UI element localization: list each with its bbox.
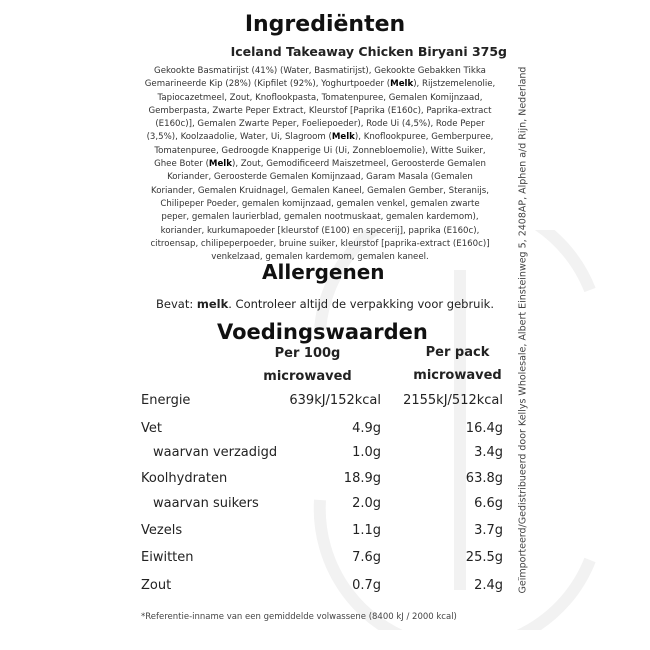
contains-suffix: . Controleer altijd de verpakking voor gebruik. [228, 297, 494, 311]
ingredients-line [125, 185, 515, 198]
ingredients-line [125, 198, 515, 211]
nutrition-row [141, 496, 503, 516]
nutrition-row [141, 578, 503, 598]
allergens-text [0, 297, 650, 311]
nutrition-row [141, 471, 503, 491]
nutrition-row [141, 393, 503, 413]
col2-line1: Per pack [425, 345, 490, 360]
ingredients-line [125, 105, 515, 118]
allergen-highlight: Melk [331, 132, 355, 143]
ingredients-line [125, 118, 515, 131]
nutrient-label: Zout [141, 578, 172, 593]
ingredients-segment: Chilipeper Poeder, gemalen komijnzaad, gemalen venkel, gemalen zwarte [160, 198, 480, 209]
col2-line2: microwaved [413, 368, 502, 383]
nutrient-label: Energie [141, 393, 191, 408]
ingredients-line [125, 131, 515, 144]
allergen-highlight: Melk [390, 79, 414, 90]
nutrient-label: Vet [141, 421, 162, 436]
ingredients-segment: ), Rijstzemelenolie, [413, 79, 496, 90]
value-per-pack: 6.6g [474, 496, 503, 511]
ingredients-line [125, 171, 515, 184]
ingredients-segment: Ghee Boter ( [154, 159, 209, 170]
ingredients-segment: peper, gemalen laurierblad, gemalen nootmuskaat, gemalen kardemom), [161, 212, 479, 223]
ingredients-segment: Gemberpasta, Zwarte Peper Extract, Kleurstof [Paprika (E160c), Paprika-extract [148, 105, 492, 116]
value-per-100g: 2.0g [352, 496, 381, 511]
value-per-100g: 1.1g [352, 523, 381, 538]
ingredients-segment: ), Knoflookpuree, Gemberpuree, [354, 132, 494, 143]
value-per-100g: 4.9g [352, 421, 381, 436]
value-per-pack: 2155kJ/512kcal [403, 393, 503, 408]
ingredients-title: Ingrediënten [244, 12, 406, 37]
value-per-100g: 18.9g [343, 471, 381, 486]
nutrition-row [141, 550, 503, 570]
value-per-100g: 639kJ/152kcal [289, 393, 381, 408]
ingredients-segment: Koriander, Geroosterde Gemalen Komijnzaad, Garam Masala (Gemalen [167, 172, 473, 183]
allergen-highlight: Melk [208, 159, 232, 170]
nutrition-title: Voedingswaarden [217, 320, 428, 344]
ingredients-segment: Koriander, Gemalen Kruidnagel, Gemalen Kaneel, Gemalen Gember, Steranijs, [151, 185, 489, 196]
value-per-pack: 3.7g [474, 523, 503, 538]
ingredients-text [125, 65, 515, 264]
value-per-pack: 3.4g [474, 445, 503, 460]
ingredients-segment: venkelzaad, gemalen kardemom, gemalen kaneel. [211, 252, 429, 263]
ingredients-segment: (E160c)], Gemalen Zwarte Peper, Foeliepoeder), Rode Ui (4,5%), Rode Peper [155, 119, 485, 130]
ingredients-line [125, 65, 515, 78]
col1-line1: Per 100g [274, 346, 341, 361]
ingredients-segment: ), Zout, Gemodificeerd Maiszetmeel, Geroosterde Gemalen [231, 159, 486, 170]
ingredients-segment: Tapiocazetmeel, Zout, Knoflookpasta, Tomatenpuree, Gemalen Komijnzaad, [157, 92, 483, 103]
nutrient-label: Eiwitten [141, 550, 194, 565]
contains-prefix: Bevat: [156, 297, 197, 311]
value-per-100g: 1.0g [352, 445, 381, 460]
ingredients-line [125, 158, 515, 171]
ingredients-segment: Tomatenpuree, Gedroogde Knapperige Ui (Ui, Zonnebloemolie), Witte Suiker, [154, 145, 486, 156]
ingredients-line [125, 211, 515, 224]
nutrition-row [141, 445, 503, 465]
ingredients-line [125, 238, 515, 251]
nutrition-row [141, 523, 503, 543]
ingredients-segment: koriander, kurkumapoeder [kleurstof (E100) en specerij], paprika (E160c), [160, 225, 480, 236]
ingredients-segment: Gekookte Basmatirijst (41%) (Water, Basmatirijst), Gekookte Gebakken Tikka [154, 66, 486, 76]
value-per-pack: 2.4g [474, 578, 503, 593]
nutrition-row [141, 421, 503, 441]
product-name: Iceland Takeaway Chicken Biryani 375g [230, 44, 507, 59]
nutrient-label: waarvan suikers [153, 496, 259, 511]
ingredients-line [125, 225, 515, 238]
allergen: melk [196, 297, 229, 311]
value-per-pack: 25.5g [465, 550, 503, 565]
value-per-100g: 7.6g [352, 550, 381, 565]
col1-line2: microwaved [263, 369, 352, 384]
ingredients-segment: (3,5%), Koolzaadolie, Water, Ui, Slagroom ( [146, 132, 332, 143]
importer-text-content: Geïmporteerd/Gedistribueerd door Kellys Wholesale, Albert Einsteinweg 5, 2408AP, Alphen a/d Rijn, Nederland [517, 66, 529, 594]
ingredients-line [125, 92, 515, 105]
ingredients-line [125, 145, 515, 158]
value-per-100g: 0.7g [352, 578, 381, 593]
ingredients-segment: citroensap, chilipeperpoeder, bruine suiker, kleurstof [paprika-extract (E160c)] [150, 238, 490, 249]
column-header-per-pack [405, 341, 510, 387]
nutrient-label: Vezels [141, 523, 183, 538]
ingredients-segment: Gemarineerde Kip (28%) (Kipfilet (92%), Yoghurtpoeder ( [144, 79, 391, 90]
footnote: *Referentie-inname van een gemiddelde volwassene (8400 kJ / 2000 kcal) [141, 612, 457, 622]
column-header-per-100g [255, 342, 360, 388]
nutrient-label: Koolhydraten [141, 471, 228, 486]
value-per-pack: 16.4g [465, 421, 503, 436]
allergens-title: Allergenen [262, 260, 385, 284]
value-per-pack: 63.8g [465, 471, 503, 486]
ingredients-line [125, 78, 515, 91]
nutrient-label: waarvan verzadigd [153, 445, 278, 460]
